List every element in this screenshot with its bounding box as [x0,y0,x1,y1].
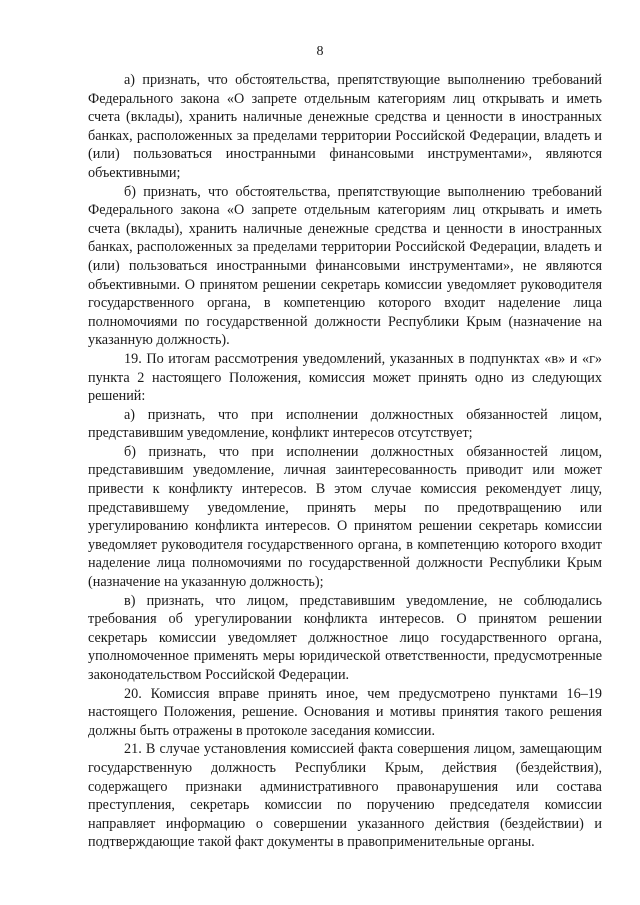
paragraph-19c: в) признать, что лицом, представившим уведомление, не соблюдались требования об урегулировании конфликта интересов. О принятом решении секретарь комиссии уведомляет должностное лицо государственного органа, уполномоченное применять меры юридической ответственности, предусмотренные законодательством Российской Федерации. [88,592,602,683]
paragraph-18b: б) признать, что обстоятельства, препятствующие выполнению требований Федерального закона «О запрете отдельным категориям лиц открывать и иметь счета (вклады), хранить наличные денежные средства и ценности в иностранных банках, расположенных за пределами территории Российской Федерации, владеть и (или) пользоваться иностранными финансовыми инструментами», не являются объективными. О принятом решении секретарь комиссии уведомляет руководителя государственного органа, в компетенцию которого входит наделение лица полномочиями по государственной должности Республики Крым (назначение на указанную должность). [88,183,602,349]
paragraph-19b: б) признать, что при исполнении должностных обязанностей лицом, представившим уведомление, личная заинтересованность приводит или может привести к конфликту интересов. В этом случае комиссия рекомендует лицу, представившему уведомление, принять меры по предотвращению или урегулированию конфликта интересов. О принятом решении секретарь комиссии уведомляет руководителя государственного органа, в компетенцию которого входит наделение лица полномочиями по государственной должности Республики Крым (назначение на указанную должность); [88,443,602,591]
page-number: 8 [316,44,324,59]
paragraph-20: 20. Комиссия вправе принять иное, чем предусмотрено пунктами 16–19 настоящего Положения, решение. Основания и мотивы принятия такого решения должны быть отражены в протоколе заседания комиссии. [88,685,602,739]
paragraph-21: 21. В случае установления комиссией факта совершения лицом, замещающим государственную должность Республики Крым, действия (бездействия), содержащего признаки административного правонарушения или состава преступления, секретарь комиссии по поручению председателя комиссии направляет информацию о совершении указанного действия (бездействии) и подтверждающие такой факт документы в правоприменительные органы. [88,741,602,851]
document-body [88,71,602,852]
paragraph-19a: а) признать, что при исполнении должностных обязанностей лицом, представившим уведомление, конфликт интересов отсутствует; [88,406,602,442]
paragraph-18a: а) признать, что обстоятельства, препятствующие выполнению требований Федерального закона «О запрете отдельным категориям лиц открывать и иметь счета (вклады), хранить наличные денежные средства и ценности в иностранных банках, расположенных за пределами территории Российской Федерации, владеть и (или) пользоваться иностранными финансовыми инструментами», являются объективными; [88,72,602,181]
paragraph-19: 19. По итогам рассмотрения уведомлений, указанных в подпунктах «в» и «г» пункта 2 настоящего Положения, комиссия может принять одно из следующих решений: [88,350,602,405]
